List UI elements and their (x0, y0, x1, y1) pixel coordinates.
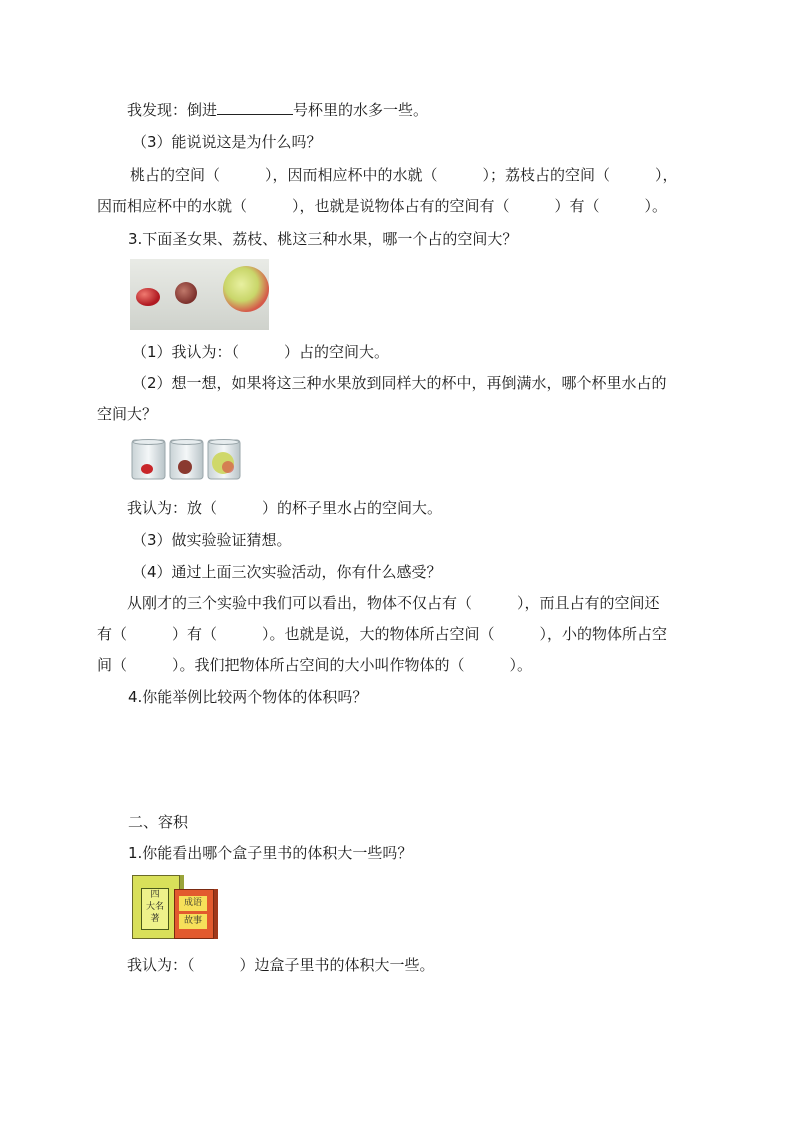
question-4: 4.你能举例比较两个物体的体积吗？ (128, 688, 368, 706)
observation-line (127, 100, 428, 120)
book-box-left-label-1: 四 (150, 890, 160, 900)
question-3-why: （3）能说说这是为什么吗？ (132, 133, 322, 151)
cup-tomato (132, 440, 165, 480)
question-3-3: （3）做实验验证猜想。 (132, 531, 292, 549)
section-2-question-1: 1.你能看出哪个盒子里书的体积大一些吗？ (128, 844, 413, 862)
book-box-left-label-3: 著 (150, 914, 160, 924)
explanation-line-2: 因而相应杯中的水就（ ），也就是说物体占有的空间有（ ）有（ ）。 (97, 197, 668, 215)
cup-number-blank[interactable] (217, 100, 293, 115)
conclusion-line-1: 从刚才的三个实验中我们可以看出，物体不仅占有（ ），而且占有的空间还 (127, 594, 660, 612)
peach (223, 266, 269, 312)
explanation-line-1: 桃占的空间（ ），因而相应杯中的水就（ ）；荔枝占的空间（ ）， (130, 166, 678, 184)
question-3-2-line-2: 空间大？ (97, 405, 158, 423)
cup-lychee (170, 440, 203, 480)
conclusion-line-2: 有（ ）有（ ）。也就是说，大的物体所占空间（ ），小的物体所占空 (97, 625, 668, 643)
book-box-left-label-2: 大名 (145, 902, 164, 912)
question-3-title: 3.下面圣女果、荔枝、桃这三种水果，哪一个占的空间大？ (128, 230, 518, 248)
question-3-1: （1）我认为：（ ）占的空间大。 (132, 343, 390, 361)
book-box-right (174, 889, 214, 939)
section-2-title: 二、容积 (128, 813, 189, 831)
cherry-tomato (136, 288, 160, 306)
observation-suffix: 号杯里的水多一些。 (293, 101, 429, 119)
book-box-right-label-2: 故事 (179, 914, 207, 929)
cups-with-fruits (130, 438, 242, 481)
fruits-photo (130, 259, 269, 330)
book-box-right-label-1: 成语 (179, 896, 207, 911)
question-3-2-line-1: （2）想一想，如果将这三种水果放到同样大的杯中，再倒满水，哪个杯里水占的 (132, 374, 667, 392)
cup-peach (208, 440, 240, 480)
observation-prefix: 我发现：倒进 (127, 101, 218, 119)
book-boxes-figure (130, 875, 220, 939)
conclusion-line-3: 间（ ）。我们把物体所占空间的大小叫作物体的（ ）。 (97, 656, 533, 674)
answer-box-line: 我认为：（ ）边盒子里书的体积大一些。 (127, 956, 435, 974)
book-box-left (132, 875, 180, 939)
lychee (175, 282, 197, 304)
question-3-4: （4）通过上面三次实验活动，你有什么感受？ (132, 563, 442, 581)
answer-cup-line: 我认为：放（ ）的杯子里水占的空间大。 (127, 499, 443, 517)
